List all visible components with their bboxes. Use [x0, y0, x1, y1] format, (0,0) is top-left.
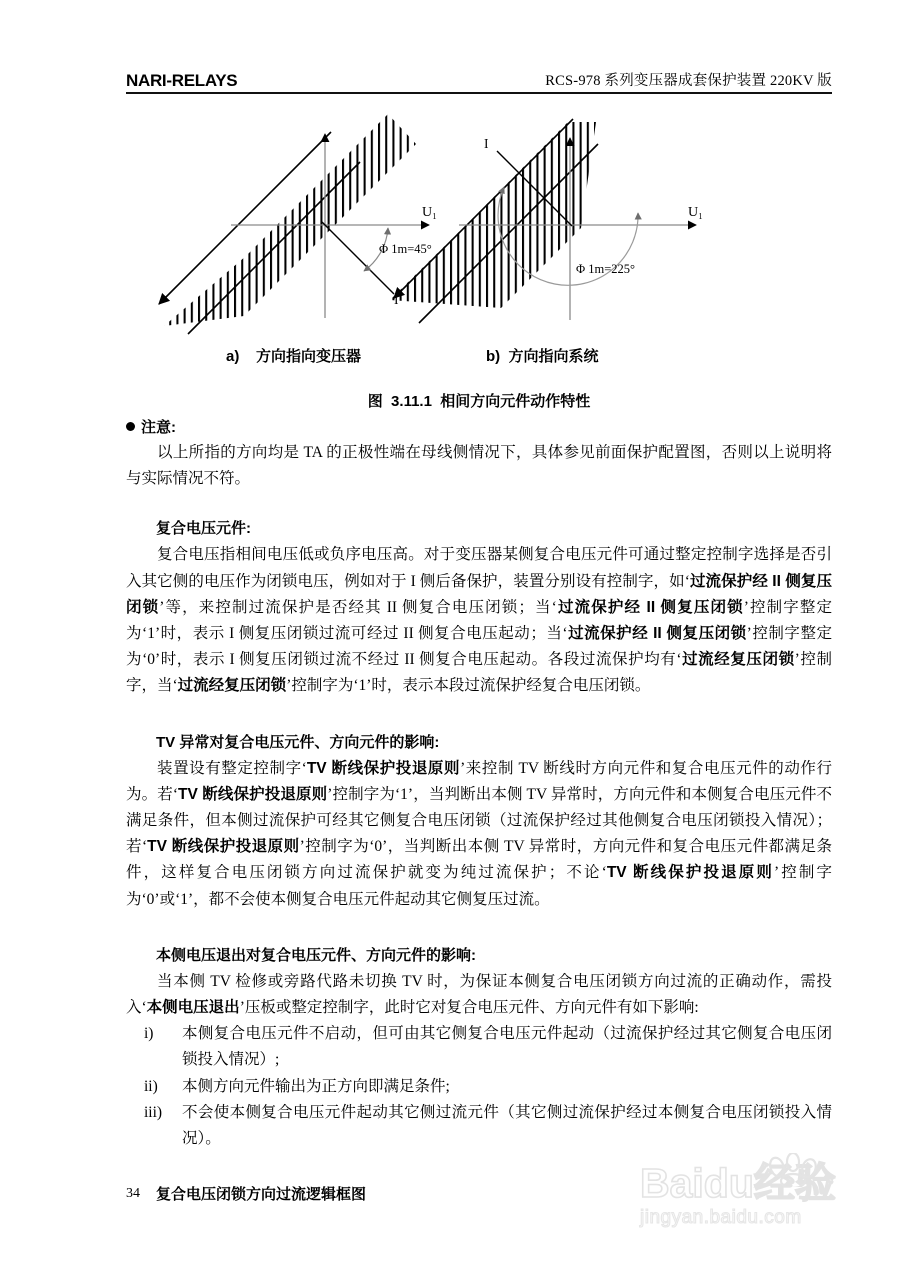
spacer: [126, 700, 832, 730]
watermark-main-text: Baidu经验: [640, 1160, 836, 1206]
left-band-lower-edge: [188, 162, 360, 334]
watermark-sub-text: jingyan.baidu.com: [640, 1207, 802, 1228]
directional-characteristic-diagrams: [126, 108, 832, 338]
list-item-marker: iii): [144, 1103, 163, 1121]
list-item-text: 不会使本侧复合电压元件起动其它侧过流元件（其它侧过流保护经过本侧复合电压闭锁投入情况）。: [182, 1103, 832, 1148]
figure-subcaptions: [126, 345, 832, 367]
right-characteristic-chart: [376, 108, 703, 338]
header-document-title: RCS-978 系列变压器成套保护装置 220KV 版: [545, 72, 832, 89]
list-item-marker: i): [144, 1025, 154, 1043]
document-body: [126, 418, 832, 1208]
list-item-marker: ii): [144, 1077, 158, 1095]
list-item-text: 本侧复合电压元件不启动，但可由其它侧复合电压元件起动（过流保护经过其它侧复合电压闭锁投入情况）;: [182, 1025, 832, 1069]
right-axis-x-label: U₁: [688, 205, 703, 220]
influence-list: [126, 1021, 832, 1152]
final-section-heading: 复合电压闭锁方向过流逻辑框图: [156, 1186, 367, 1204]
section-heading-0: 复合电压元件:: [156, 520, 251, 538]
left-axis-x-label: U₁: [422, 205, 437, 220]
right-angle-label: Φ 1m=225°: [576, 262, 636, 276]
left-current-vector: [322, 222, 394, 294]
subcaption-a: a) 方向指向变压器: [226, 348, 362, 365]
note-paragraph: 以上所指的方向均是 TA 的正极性端在母线侧情况下，具体参见前面保护配置图，否则以上说明将与实际情况不符。: [126, 444, 832, 488]
section-heading-2: 本侧电压退出对复合电压元件、方向元件的影响:: [156, 946, 476, 964]
spacer: [126, 492, 832, 516]
left-angle-label: Φ 1m=45°: [379, 242, 432, 256]
brand-logo-text: NARI-RELAYS: [126, 71, 238, 90]
section-paragraph-2: 当本侧 TV 检修或旁路代路未切换 TV 时，为保证本侧复合电压闭锁方向过流的正确动作，需投入‘本侧电压退出’压板或整定控制字，此时它对复合电压元件、方向元件有如下影响:: [126, 972, 832, 1017]
section-heading-1: TV 异常对复合电压元件、方向元件的影响:: [156, 733, 440, 751]
spacer: [126, 913, 832, 943]
page-header: [126, 62, 832, 94]
section-paragraph-0: 复合电压指相间电压低或负序电压高。对于变压器某侧复合电压元件可通过整定控制字选择是否引入其它侧的电压作为闭锁电压，例如对于 I 侧后备保护，装置分别设有控制字，如‘过流保护经 II 侧复压闭锁’等，来控制过流保护是否经其 II 侧复合电压闭锁；当‘过流保护经 II 侧复压闭锁’控制字整定为‘1’时，表示 I 侧复压闭锁过流可经过 II 侧复合电压起动；当‘过流保护经 II 侧复压闭锁’控制字整定为‘0’时，表示 I 侧复压闭锁过流不经过 II 侧复合电压起动。各段过流保护均有‘过流经复压闭锁’控制字，当‘过流经复压闭锁’控制字为‘1’时，表示本段过流保护经复合电压闭锁。: [126, 546, 832, 695]
note-heading-label: 注意:: [141, 419, 176, 436]
list-item: [126, 1021, 832, 1073]
figure-3-11-1: [126, 108, 832, 338]
list-item: [126, 1100, 832, 1152]
figure-caption: 图 3.11.1 相间方向元件动作特性: [367, 393, 591, 410]
right-current-label: I: [484, 136, 489, 151]
page-number: 34: [126, 1186, 140, 1201]
list-item-text: 本侧方向元件输出为正方向即满足条件;: [182, 1077, 450, 1095]
note-heading: [126, 418, 832, 438]
list-item: [126, 1074, 832, 1100]
bullet-icon: [126, 422, 135, 431]
spacer: [126, 1152, 832, 1182]
section-paragraph-1: 装置设有整定控制字‘TV 断线保护投退原则’来控制 TV 断线时方向元件和复合电压元件的动作行为。若‘TV 断线保护投退原则’控制字为‘1’，当判断出本侧 TV 异常时，方向元件和本侧复合电压元件不满足条件，但本侧过流保护可经其它侧复合电压闭锁（过流保护经过其他侧复合电压闭锁投入情况）；若‘TV 断线保护投退原则’控制字为‘0’，当判断出本侧 TV 异常时，方向元件和复合电压元件都满足条件，这样复合电压闭锁方向过流保护就变为纯过流保护；不论‘TV 断线保护投退原则’控制字为‘0’或‘1’，都不会使本侧复合电压元件起动其它侧复压过流。: [126, 759, 833, 908]
subcaption-b: b) 方向指向系统: [486, 348, 599, 365]
left-operating-zone: [146, 108, 436, 338]
left-characteristic-chart: [146, 108, 437, 338]
